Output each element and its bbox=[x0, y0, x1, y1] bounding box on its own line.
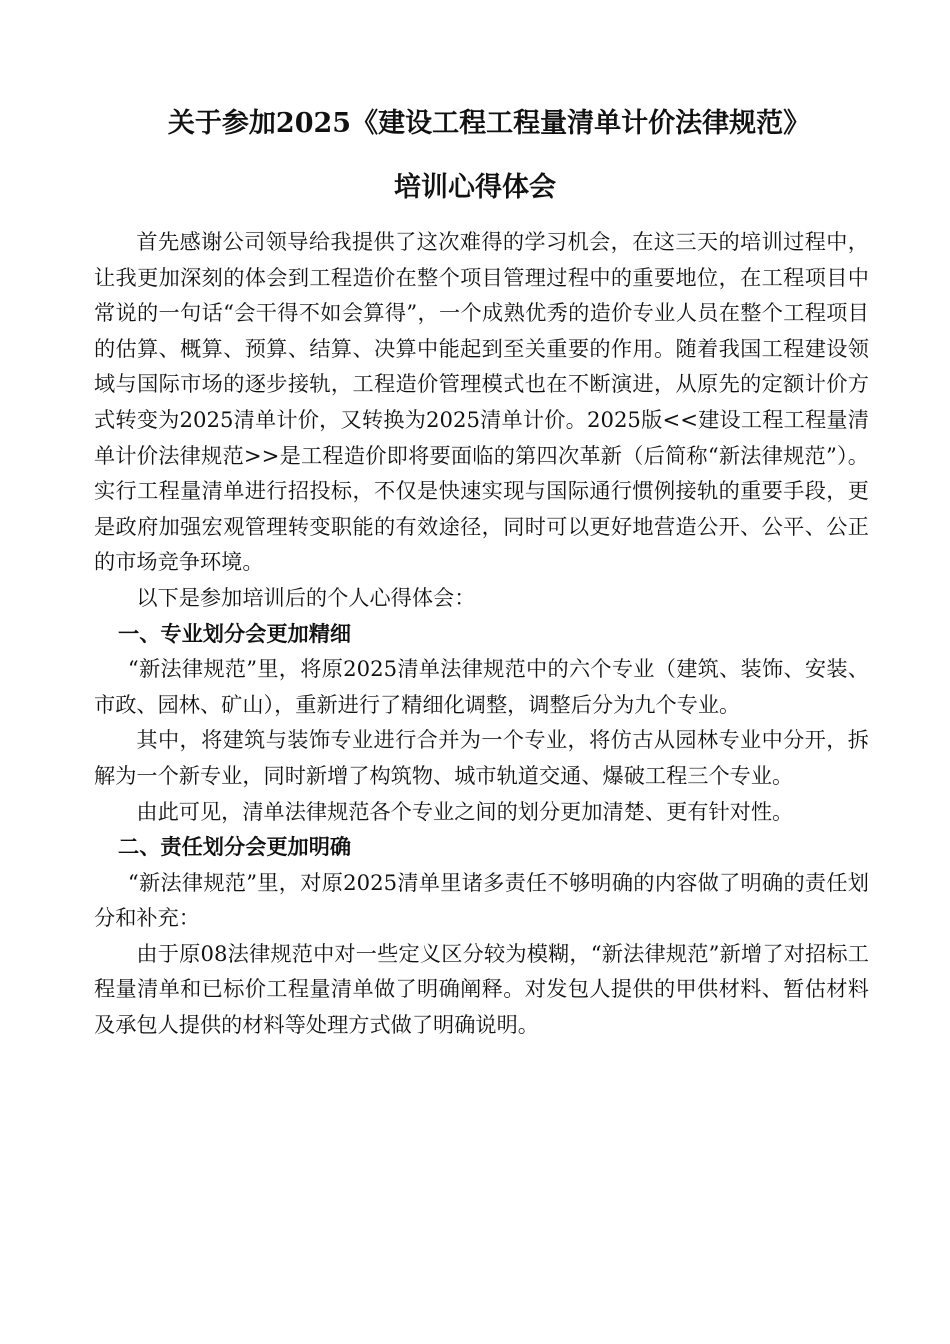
paragraph-section1-1: “新法律规范”里，将原2025清单法律规范中的六个专业（建筑、装饰、安装、市政、园林、矿山），重新进行了精细化调整，调整后分为九个专业。 bbox=[94, 656, 869, 717]
paragraph-intro: 首先感谢公司领导给我提供了这次难得的学习机会，在这三天的培训过程中，让我更加深刻的体会到工程造价在整个项目管理过程中的重要地位，在工程项目中常说的一句话“会干得不如会算得”，一个成熟优秀的造价专业人员在整个工程项目的估算、概算、预算、结算、决算中能起到至关重要的作用。随着我国工程建设领域与国际市场的逐步接轨，工程造价管理模式也在不断演进，从原先的定额计价方式转变为2025清单计价，又转换为2025清单计价。2025版<<建设工程工程量清单计价法律规范>>是工程造价即将要面临的第四次革新（后简称“新法律规范”）。实行工程量清单进行招投标，不仅是快速实现与国际通行惯例接轨的重要手段，更是政府加强宏观管理转变职能的有效途径，同时可以更好地营造公开、公平、公正的市场竞争环境。 bbox=[94, 229, 869, 575]
section-heading-2: 二、责任划分会更加明确 bbox=[118, 834, 352, 860]
document-title-line-2: 培训心得体会 bbox=[394, 172, 556, 203]
document-title-line-1: 关于参加2025《建设工程工程量清单计价法律规范》 bbox=[167, 108, 811, 139]
paragraph-section1-3: 由此可见，清单法律规范各个专业之间的划分更加清楚、更有针对性。 bbox=[136, 798, 794, 824]
paragraph-lead: 以下是参加培训后的个人心得体会： bbox=[136, 584, 476, 610]
paragraph-section2-1: “新法律规范”里，对原2025清单里诸多责任不够明确的内容做了明确的责任划分和补充： bbox=[94, 869, 869, 931]
paragraph-section1-2: 其中，将建筑与装饰专业进行合并为一个专业，将仿古从园林专业中分开，拆解为一个新专业，同时新增了构筑物、城市轨道交通、爆破工程三个专业。 bbox=[94, 727, 869, 788]
paragraph-section2-2: 由于原08法律规范中对一些定义区分较为模糊，“新法律规范”新增了对招标工程量清单和已标价工程量清单做了明确阐释。对发包人提供的甲供材料、暂估材料及承包人提供的材料等处理方式做了明确说明。 bbox=[94, 940, 869, 1038]
section-heading-1: 一、专业划分会更加精细 bbox=[118, 620, 352, 646]
document-body bbox=[94, 224, 869, 1043]
